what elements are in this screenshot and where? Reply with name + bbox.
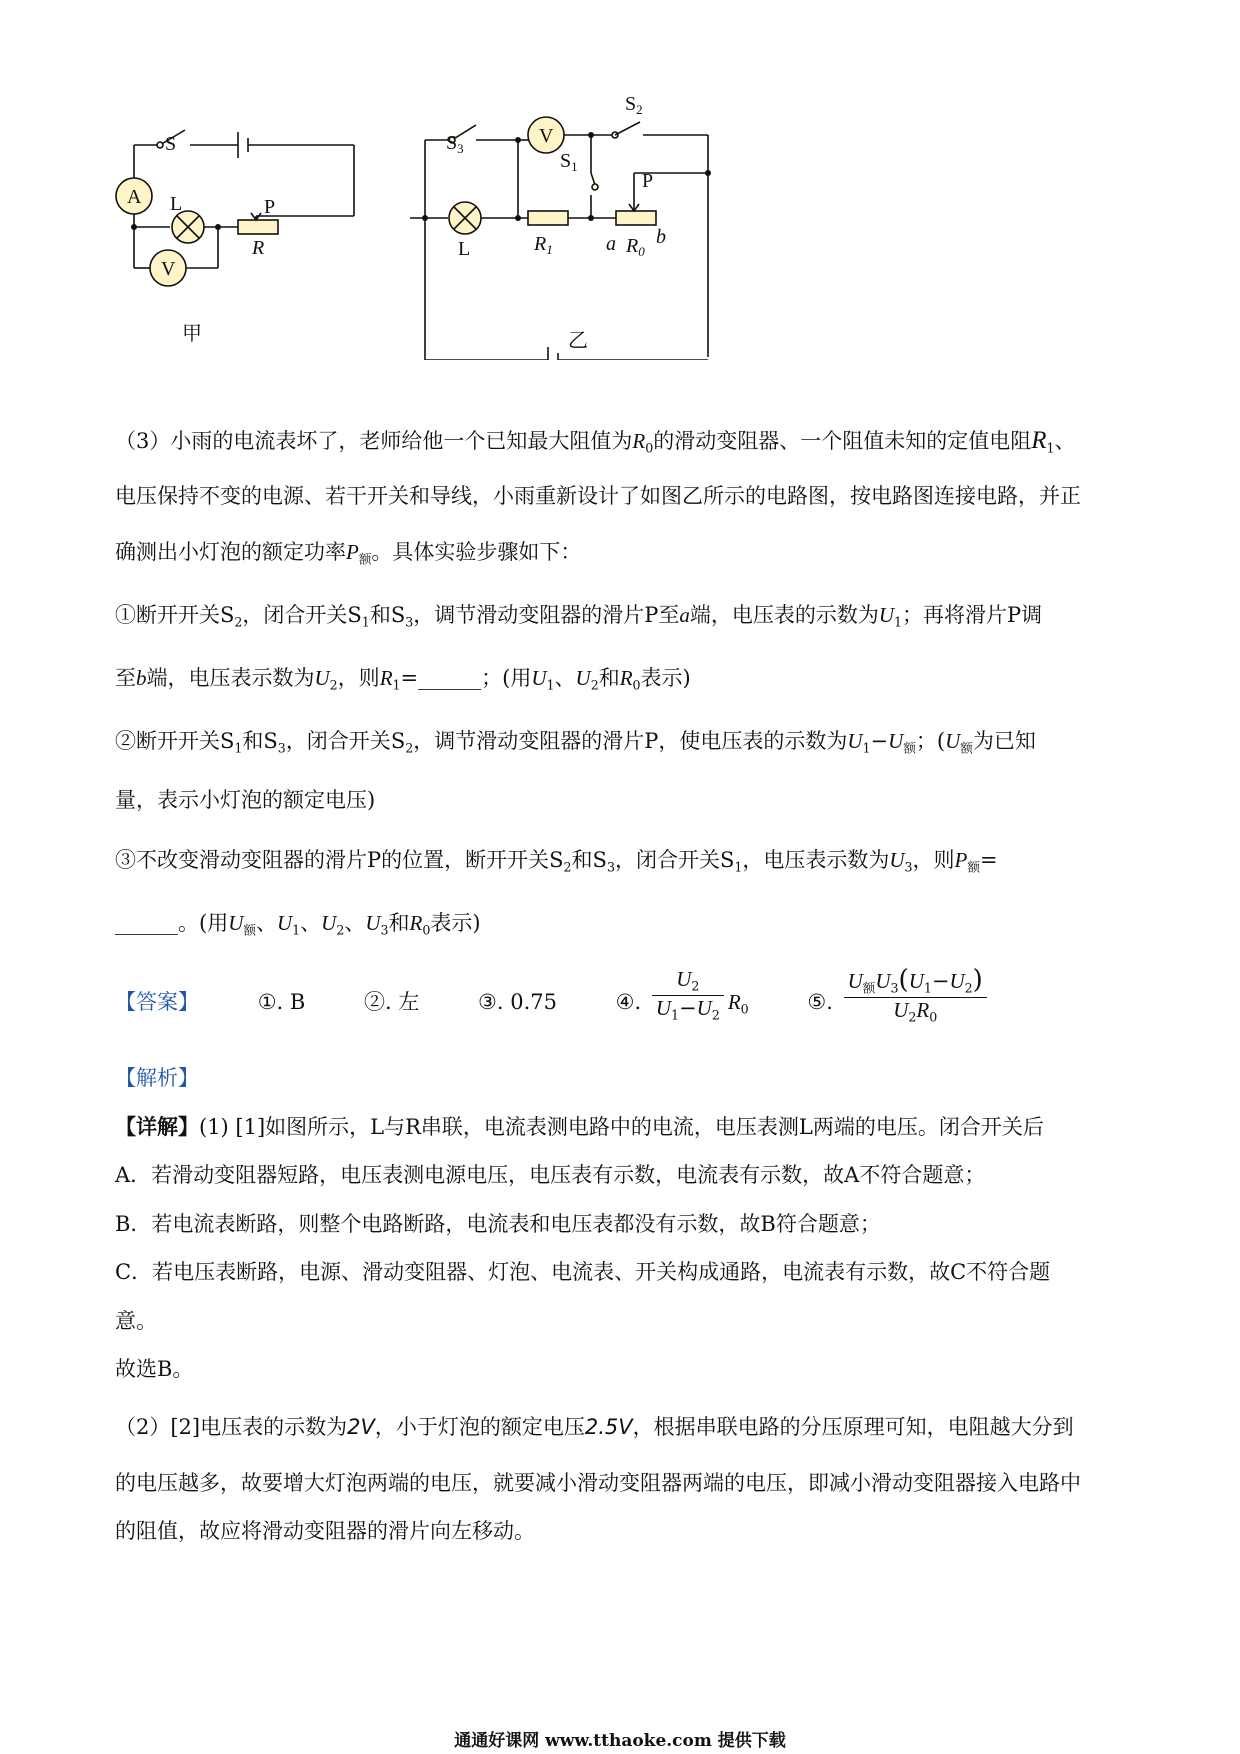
- answer-option-2: ②. 左: [363, 990, 420, 1014]
- question-line-3: 确测出小灯泡的额定功率$P_额$。具体实验步骤如下：: [115, 540, 582, 567]
- step-3-line-2: ______。(用$U_额$、$U_1$、$U_2$、$U_3$和$R_0$表示): [115, 911, 481, 938]
- question-line-2: 电压保持不变的电源、若干开关和导线，小雨重新设计了如图乙所示的电路图，按电路图连接电路，并正: [115, 484, 1081, 508]
- ammeter-label: A: [127, 186, 142, 208]
- analysis-part2-line-3: 的阻值，故应将滑动变阻器的滑片向左移动。: [115, 1519, 535, 1543]
- figure-caption-jia: 甲: [182, 323, 202, 345]
- resistor-label-r0: $R_0$: [626, 235, 645, 259]
- resistor-label-r1: $R_1$: [534, 233, 553, 257]
- analysis-option-b: B．若电流表断路，则整个电路断路，电流表和电压表都没有示数，故B符合题意；: [115, 1212, 881, 1236]
- answer-row: [115, 965, 991, 1032]
- circuit-diagram-jia: [110, 120, 380, 360]
- analysis-option-a: A．若滑动变阻器短路，电压表测电源电压，电压表有示数，电流表有示数，故A不符合题意；: [115, 1163, 986, 1187]
- lamp-label-l-yi: L: [458, 238, 471, 260]
- switch-label-s3: $S_3$: [446, 132, 464, 156]
- answer-option-3: ③. 0.75: [478, 990, 557, 1014]
- step-1-line-1: ①断开开关$S_2$，闭合开关$S_1$和$S_3$，调节滑动变阻器的滑片P至a端，电压表的示数为$U_1$；再将滑片P调: [115, 603, 1043, 630]
- answer-option-5: ⑤. $\frac{U_额U_3(U_1-U_2)}{U_2R_0}$: [807, 975, 990, 1032]
- step-3-line-1: ③不改变滑动变阻器的滑片P的位置，断开开关$S_2$和$S_3$，闭合开关$S_1$，电压表示数为$U_3$，则$P_额=$: [115, 848, 998, 875]
- question-line-1: （3）小雨的电流表坏了，老师给他一个已知最大阻值为$R_0$的滑动变阻器、一个阻值未知的定值电阻$R_1$、: [115, 427, 1076, 456]
- switch-label-s1: $S_1$: [560, 150, 578, 174]
- slider-label-p: P: [264, 196, 276, 218]
- page-footer: 通通好课网 www.tthaoke.com 提供下载: [454, 1731, 786, 1751]
- resistor-label-r: R: [252, 237, 265, 259]
- analysis-option-c-cont: 意。: [115, 1309, 157, 1333]
- fraction-power: $\frac{U_额U_3(U_1-U_2)}{U_2R_0}$: [844, 967, 987, 1024]
- switch-label-s: S: [165, 133, 177, 155]
- voltmeter-label-yi: V: [539, 125, 554, 147]
- circuit-diagram-yi: [410, 95, 740, 360]
- voltmeter-label-jia: V: [161, 258, 176, 280]
- answer-option-1: ①. B: [257, 990, 306, 1014]
- analysis-part2-line-1: （2）[2]电压表的示数为2V，小于灯泡的额定电压2.5V，根据串联电路的分压原理可知，电阻越大分到: [115, 1415, 1074, 1439]
- slider-label-p-yi: P: [642, 170, 654, 192]
- step-2-line-2: 量，表示小灯泡的额定电压): [115, 788, 376, 812]
- answer-label: 【答案】: [115, 990, 199, 1014]
- lamp-label-l: L: [170, 193, 183, 215]
- analysis-option-c: C．若电压表断路，电源、滑动变阻器、灯泡、电流表、开关构成通路，电流表有示数，故C不符合题: [115, 1260, 1051, 1284]
- figure-caption-yi: 乙: [568, 330, 588, 352]
- terminal-label-b: b: [656, 226, 666, 248]
- analysis-part2-line-2: 的电压越多，故要增大灯泡两端的电压，就要减小滑动变阻器两端的电压，即减小滑动变阻器接入电路中: [115, 1471, 1081, 1495]
- analysis-detail-line: 【详解】(1) [1]如图所示，L与R串联，电流表测电路中的电流，电压表测L两端的电压。闭合开关后: [115, 1114, 1044, 1139]
- step-2-line-1: ②断开开关$S_1$和$S_3$，闭合开关$S_2$，调节滑动变阻器的滑片P，使电压表的示数为$U_1-U_额$；($U_额$为已知: [115, 729, 1036, 756]
- terminal-label-a: a: [606, 233, 616, 255]
- answer-option-4: ④. $\frac{U_2}{U_1-U_2}$ $R_0$: [615, 967, 749, 1023]
- analysis-label: 【解析】: [115, 1066, 199, 1090]
- switch-label-s2: $S_2$: [625, 95, 643, 117]
- fraction-r1: $\frac{U_2}{U_1-U_2}$: [652, 969, 724, 1022]
- analysis-conclusion-1: 故选B。: [115, 1357, 194, 1381]
- step-1-line-2: 至b端，电压表示数为$U_2$，则$R_1=\_\_\_\_\_\_$；(用$U_1$、$U_2$和$R_0$表示): [115, 666, 691, 693]
